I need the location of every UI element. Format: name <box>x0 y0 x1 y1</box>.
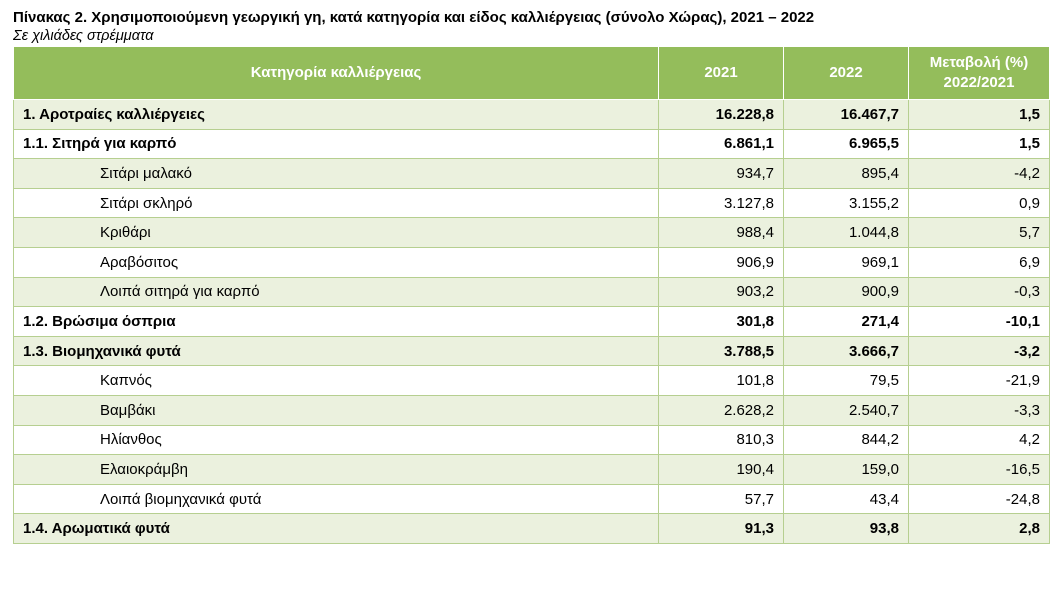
header-change-line2: 2022/2021 <box>943 74 1015 91</box>
table-row <box>14 484 1050 514</box>
table-row <box>14 159 1050 189</box>
row-category: 1. Αροτραίες καλλιέργειες <box>14 100 659 130</box>
row-value-2022: 3.155,2 <box>784 188 909 218</box>
row-value-2021: 91,3 <box>659 514 784 544</box>
header-2022: 2022 <box>784 47 909 100</box>
table-row <box>14 395 1050 425</box>
table-row <box>14 425 1050 455</box>
header-category: Κατηγορία καλλιέργειας <box>14 47 659 100</box>
row-category: 1.1. Σιτηρά για καρπό <box>14 129 659 159</box>
table-title: Πίνακας 2. Χρησιμοποιούμενη γεωργική γη, κατά κατηγορία και είδος καλλιέργειας (σύνολο Χώρας), 2021 – 2022 <box>13 9 815 26</box>
row-change: 1,5 <box>909 100 1050 130</box>
row-value-2021: 3.788,5 <box>659 336 784 366</box>
row-change: -10,1 <box>909 307 1050 337</box>
row-value-2022: 900,9 <box>784 277 909 307</box>
row-value-2021: 810,3 <box>659 425 784 455</box>
row-change: -4,2 <box>909 159 1050 189</box>
row-change: 2,8 <box>909 514 1050 544</box>
row-value-2022: 93,8 <box>784 514 909 544</box>
row-change: 5,7 <box>909 218 1050 248</box>
row-category: Κριθάρι <box>14 218 659 248</box>
row-value-2022: 3.666,7 <box>784 336 909 366</box>
row-value-2022: 969,1 <box>784 247 909 277</box>
row-change: 0,9 <box>909 188 1050 218</box>
row-change: -21,9 <box>909 366 1050 396</box>
row-value-2022: 16.467,7 <box>784 100 909 130</box>
crop-area-table <box>13 46 1050 544</box>
row-value-2021: 190,4 <box>659 455 784 485</box>
row-category: Αραβόσιτος <box>14 247 659 277</box>
row-value-2021: 988,4 <box>659 218 784 248</box>
row-value-2021: 2.628,2 <box>659 395 784 425</box>
row-value-2021: 906,9 <box>659 247 784 277</box>
row-value-2022: 895,4 <box>784 159 909 189</box>
row-change: -3,3 <box>909 395 1050 425</box>
table-subtitle: Σε χιλιάδες στρέμματα <box>13 28 154 44</box>
header-row <box>14 47 1050 100</box>
table-row <box>14 455 1050 485</box>
row-category: Σιτάρι σκληρό <box>14 188 659 218</box>
row-category: Ελαιοκράμβη <box>14 455 659 485</box>
row-change: -16,5 <box>909 455 1050 485</box>
row-value-2022: 6.965,5 <box>784 129 909 159</box>
row-category: Καπνός <box>14 366 659 396</box>
header-2021: 2021 <box>659 47 784 100</box>
row-change: -3,2 <box>909 336 1050 366</box>
table-row <box>14 129 1050 159</box>
table-row <box>14 366 1050 396</box>
row-value-2022: 271,4 <box>784 307 909 337</box>
row-value-2021: 3.127,8 <box>659 188 784 218</box>
row-value-2022: 2.540,7 <box>784 395 909 425</box>
row-value-2021: 101,8 <box>659 366 784 396</box>
document <box>13 8 1049 544</box>
row-value-2022: 1.044,8 <box>784 218 909 248</box>
row-category: 1.3. Βιομηχανικά φυτά <box>14 336 659 366</box>
row-value-2021: 57,7 <box>659 484 784 514</box>
table-row <box>14 188 1050 218</box>
row-change: -0,3 <box>909 277 1050 307</box>
row-change: -24,8 <box>909 484 1050 514</box>
row-category: Λοιπά σιτηρά για καρπό <box>14 277 659 307</box>
row-value-2022: 844,2 <box>784 425 909 455</box>
row-value-2021: 6.861,1 <box>659 129 784 159</box>
row-change: 4,2 <box>909 425 1050 455</box>
table-row <box>14 218 1050 248</box>
row-value-2022: 79,5 <box>784 366 909 396</box>
header-change-line1: Μεταβολή (%) <box>929 54 1029 71</box>
table-row <box>14 514 1050 544</box>
row-value-2021: 934,7 <box>659 159 784 189</box>
table-row <box>14 336 1050 366</box>
row-category: Λοιπά βιομηχανικά φυτά <box>14 484 659 514</box>
row-value-2021: 301,8 <box>659 307 784 337</box>
row-change: 1,5 <box>909 129 1050 159</box>
row-value-2021: 903,2 <box>659 277 784 307</box>
row-value-2022: 159,0 <box>784 455 909 485</box>
row-category: Ηλίανθος <box>14 425 659 455</box>
table-row <box>14 247 1050 277</box>
row-category: 1.4. Αρωματικά φυτά <box>14 514 659 544</box>
row-category: Βαμβάκι <box>14 395 659 425</box>
row-change: 6,9 <box>909 247 1050 277</box>
row-category: 1.2. Βρώσιμα όσπρια <box>14 307 659 337</box>
header-change <box>909 47 1050 100</box>
row-value-2022: 43,4 <box>784 484 909 514</box>
row-category: Σιτάρι μαλακό <box>14 159 659 189</box>
row-value-2021: 16.228,8 <box>659 100 784 130</box>
table-row <box>14 100 1050 130</box>
table-row <box>14 307 1050 337</box>
table-row <box>14 277 1050 307</box>
